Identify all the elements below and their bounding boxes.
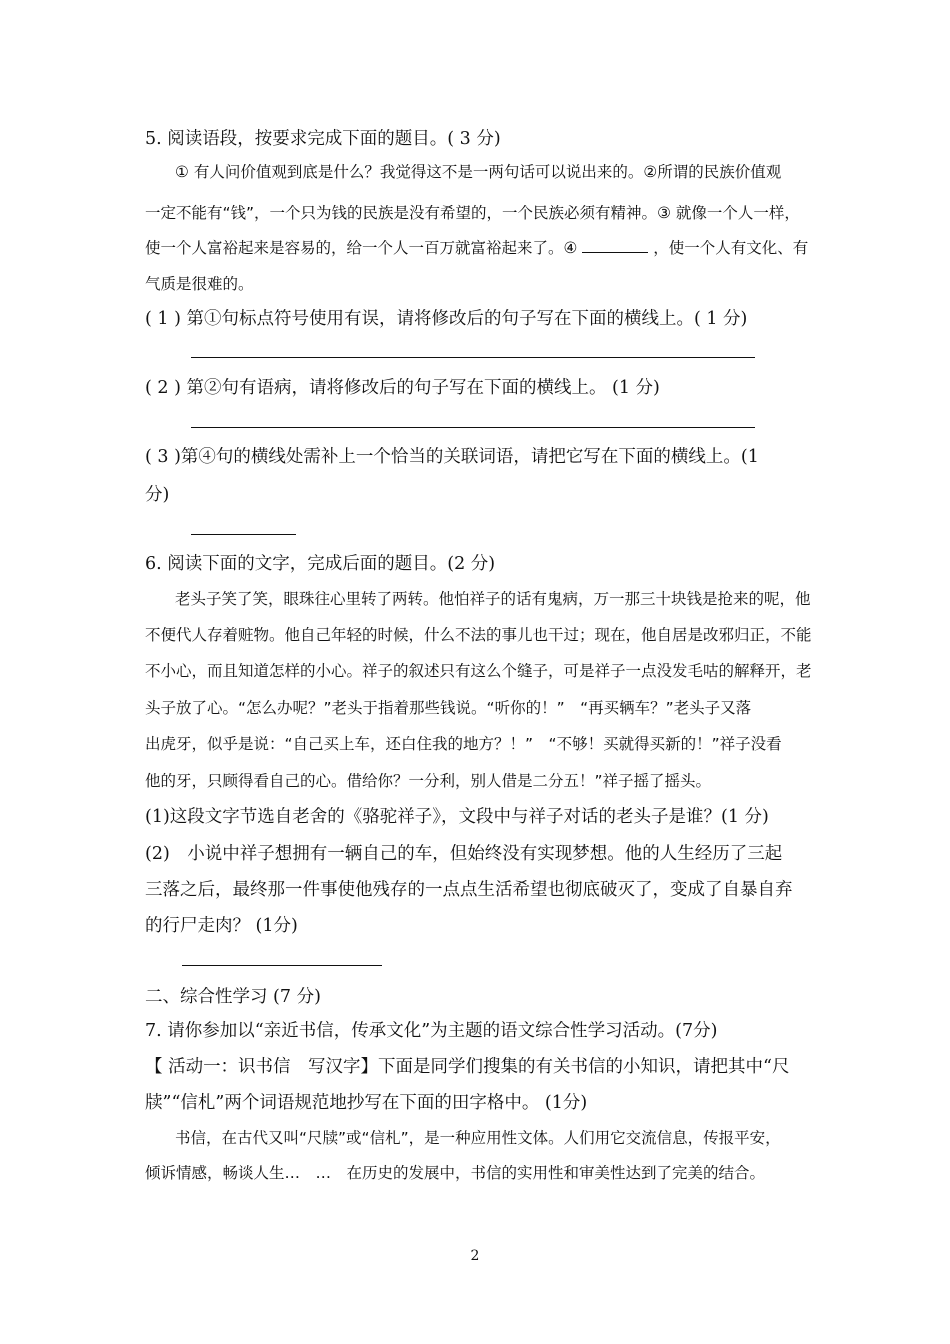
q5-passage-line: 气质是很难的。 — [145, 275, 254, 293]
q7-passage-line: 书信，在古代又叫“尺牍”或“信札”，是一种应用性文体。人们用它交流信息，传报平安， — [175, 1129, 781, 1147]
answer-line — [191, 534, 296, 535]
q6-sub2-line: 三落之后，最终那一件事使他残存的一点点生活希望也彻底破灭了，变成了自暴自弃 — [145, 880, 793, 900]
q7-activity-line: 牍”“信札”两个词语规范地抄写在下面的田字格中。 (1分) — [145, 1093, 588, 1113]
q6-passage-line: 出虎牙，似乎是说：“自己买上车，还白住我的地方？！” “不够！买就得买新的！”祥子没看 — [145, 735, 782, 753]
answer-line — [191, 357, 755, 358]
page-number: 2 — [470, 1248, 480, 1264]
q5-passage-line: ① 有人问价值观到底是什么？我觉得这不是一两句话可以说出来的。②所谓的民族价值观 — [175, 163, 782, 181]
answer-line — [182, 965, 382, 966]
q6-passage-line: 头子放了心。“怎么办呢？”老头于指着那些钱说。“听你的！” “再买辆车？”老头子又落 — [145, 699, 752, 717]
q6-sub2-line: 的行尸走肉？ (1分) — [145, 916, 298, 936]
q5-passage-line — [145, 236, 808, 258]
q6-passage-line: 不便代人存着赃物。他自己年轻的时候，什么不法的事儿也干过；现在，他自居是改邪归正，不能 — [145, 626, 812, 644]
q6-sub1: (1)这段文字节选自老舍的《骆驼祥子》，文段中与祥子对话的老头子是谁？(1 分) — [145, 807, 769, 827]
q5-sub3: ( 3 )第④句的横线处需补上一个恰当的关联词语，请把它写在下面的横线上。(1 — [145, 447, 759, 467]
section-heading: 二、综合性学习 (7 分) — [145, 987, 321, 1007]
q5-sub1: ( 1 ) 第①句标点符号使用有误，请将修改后的句子写在下面的横线上。( 1 分) — [145, 309, 748, 329]
q6-sub2-line: (2) 小说中祥子想拥有一辆自己的车，但始终没有实现梦想。他的人生经历了三起 — [145, 844, 783, 864]
q5-passage-text: ，使一个人有文化、有 — [653, 239, 809, 257]
q7-activity-line: 【 活动一：识书信 写汉字】下面是同学们搜集的有关书信的小知识，请把其中“尺 — [145, 1057, 790, 1077]
q6-passage-line: 他的牙，只顾得看自己的心。借给你？一分利，别人借是二分五！”祥子摇了摇头。 — [145, 772, 712, 790]
q5-passage-line: 一定不能有“钱”，一个只为钱的民族是没有希望的，一个民族必须有精神。③ 就像一个人一样， — [145, 204, 800, 222]
q6-title: 6. 阅读下面的文字，完成后面的题目。(2 分) — [145, 554, 496, 574]
q6-passage-line: 老头子笑了笑，眼珠往心里转了两转。他怕祥子的话有鬼病，万一那三十块钱是抢来的呢，他 — [175, 590, 811, 608]
answer-line — [191, 427, 755, 428]
fill-in-blank — [582, 238, 648, 253]
q5-title: 5. 阅读语段，按要求完成下面的题目。( 3 分) — [145, 129, 501, 149]
q7-passage-line: 倾诉情感，畅谈人生… … 在历史的发展中，书信的实用性和审美性达到了完美的结合。 — [145, 1164, 766, 1182]
q6-passage-line: 不小心，而且知道怎样的小心。祥子的叙述只有这么个缝子，可是祥子一点没发毛咕的解释开，老 — [145, 662, 812, 680]
q5-passage-text: 使一个人富裕起来是容易的，给一个人一百万就富裕起来了。④ — [145, 239, 578, 257]
q5-sub3-cont: 分) — [145, 485, 170, 505]
q5-sub2: ( 2 ) 第②句有语病，请将修改后的句子写在下面的横线上。 (1 分) — [145, 378, 660, 398]
q7-title: 7. 请你参加以“亲近书信，传承文化”为主题的语文综合性学习活动。(7分) — [145, 1021, 718, 1041]
